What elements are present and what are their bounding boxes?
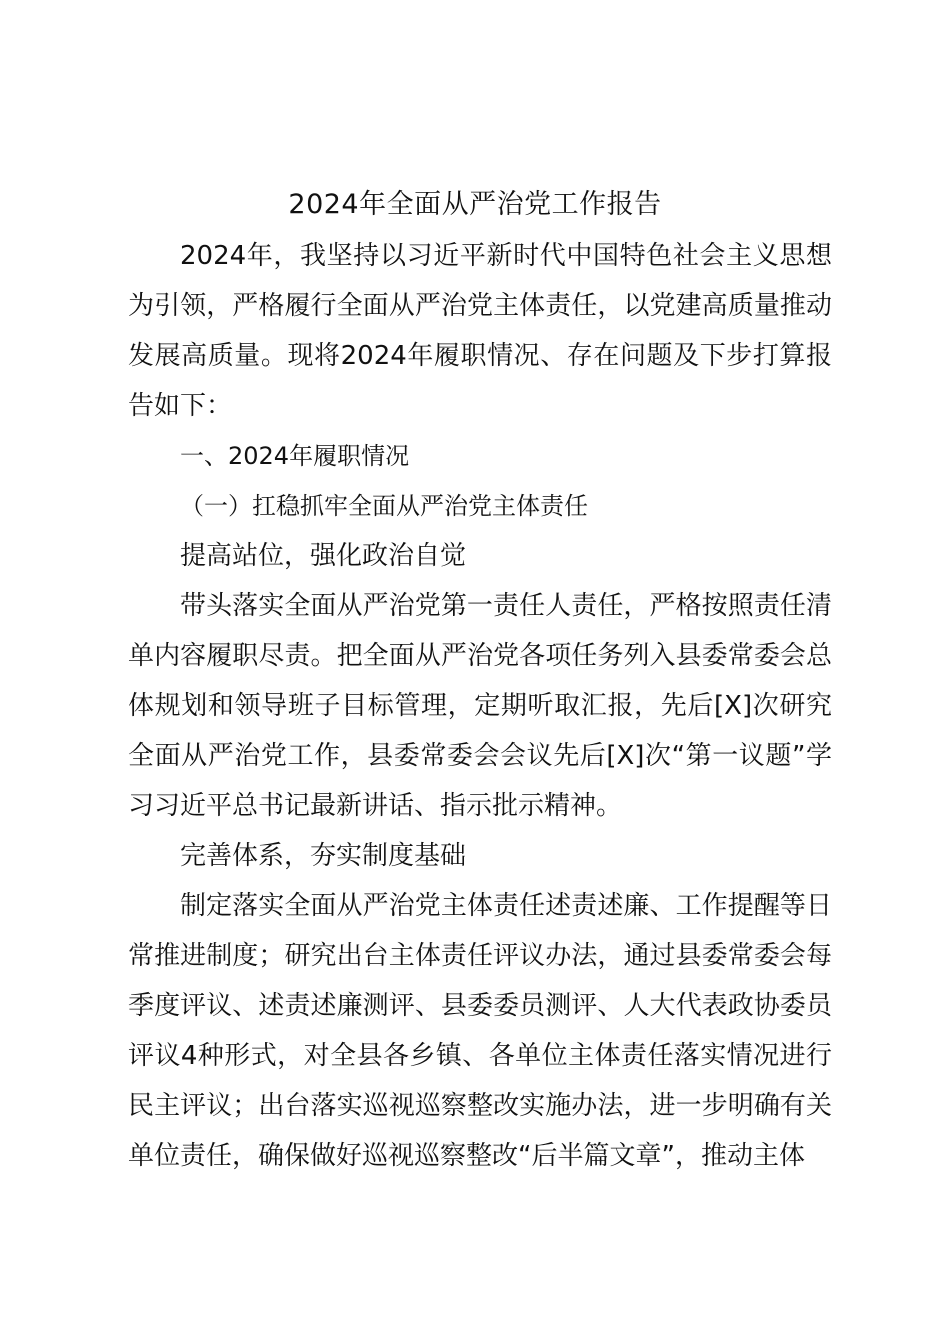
subsection-heading: （一）扛稳抓牢全面从严治党主体责任 <box>180 492 588 520</box>
paragraph-responsibility: 带头落实全面从严治党第一责任人责任，严格按照责任清单内容履职尽责。把全面从严治党各项任务列入县委常委会总体规划和领导班子目标管理，定期听取汇报，先后[X]次研究全面从严治党工作，县委常委会会议先后[X]次“第一议题”学习习近平总书记最新讲话、指示批示精神。 <box>128 591 832 821</box>
document-body <box>128 231 832 1181</box>
point-heading-2: 完善体系，夯实制度基础 <box>180 841 467 871</box>
point-heading-1: 提高站位，强化政治自觉 <box>180 541 467 571</box>
section-heading: 一、2024年履职情况 <box>180 442 410 470</box>
paragraph-intro: 2024年，我坚持以习近平新时代中国特色社会主义思想为引领，严格履行全面从严治党主体责任，以党建高质量推动发展高质量。现将2024年履职情况、存在问题及下步打算报告如下： <box>128 241 832 421</box>
document-title: 2024年全面从严治党工作报告 <box>288 189 662 220</box>
paragraph-system: 制定落实全面从严治党主体责任述责述廉、工作提醒等日常推进制度；研究出台主体责任评议办法，通过县委常委会每季度评议、述责述廉测评、县委委员测评、人大代表政协委员评议4种形式，对全县各乡镇、各单位主体责任落实情况进行民主评议；出台落实巡视巡察整改实施办法，进一步明确有关单位责任，确保做好巡视巡察整改“后半篇文章”，推动主体 <box>128 891 832 1171</box>
